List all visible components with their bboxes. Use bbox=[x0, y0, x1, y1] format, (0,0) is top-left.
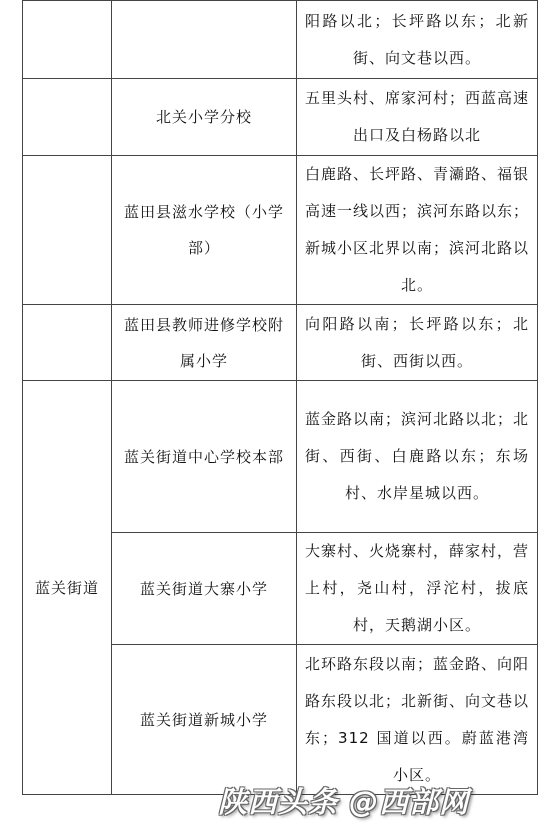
range-cell: 阳路以北；长坪路以东；北新街、向文巷以西。 bbox=[297, 1, 538, 79]
school-cell: 北关小学分校 bbox=[112, 79, 297, 156]
school-district-table bbox=[22, 0, 538, 795]
school-cell: 蓝田县滋水学校（小学部） bbox=[112, 156, 297, 305]
table-row bbox=[23, 79, 538, 156]
school-cell bbox=[112, 1, 297, 79]
range-cell: 五里头村、席家河村；西蓝高速出口及白杨路以北 bbox=[297, 79, 538, 156]
table-row bbox=[23, 1, 538, 79]
table-row bbox=[23, 156, 538, 305]
table-row bbox=[23, 381, 538, 533]
school-cell: 蓝田县教师进修学校附属小学 bbox=[112, 305, 297, 381]
range-cell: 蓝金路以南；滨河北路以北；北街、西街、白鹿路以东；东场村、水岸星城以西。 bbox=[297, 381, 538, 533]
range-cell: 向阳路以南；长坪路以东；北街、西街以西。 bbox=[297, 305, 538, 381]
area-cell bbox=[23, 79, 112, 156]
area-cell bbox=[23, 1, 112, 79]
range-cell: 北环路东段以南；蓝金路、向阳路东段以北；北新街、向文巷以东；312 国道以西。蔚蓝港湾小区。 bbox=[297, 645, 538, 795]
range-cell: 大寨村、火烧寨村，薛家村，营上村，尧山村，浮沱村，拔底村，天鹅湖小区。 bbox=[297, 533, 538, 645]
range-cell: 白鹿路、长坪路、青灞路、福银高速一线以西；滨河东路以东；新城小区北界以南；滨河北路以北。 bbox=[297, 156, 538, 305]
area-cell bbox=[23, 305, 112, 381]
table-row bbox=[23, 305, 538, 381]
area-cell: 蓝关街道 bbox=[23, 381, 112, 795]
source-watermark: 陕西头条 @西部网 bbox=[218, 785, 470, 819]
school-cell: 蓝关街道新城小学 bbox=[112, 645, 297, 795]
school-cell: 蓝关街道大寨小学 bbox=[112, 533, 297, 645]
school-cell: 蓝关街道中心学校本部 bbox=[112, 381, 297, 533]
area-cell bbox=[23, 156, 112, 305]
